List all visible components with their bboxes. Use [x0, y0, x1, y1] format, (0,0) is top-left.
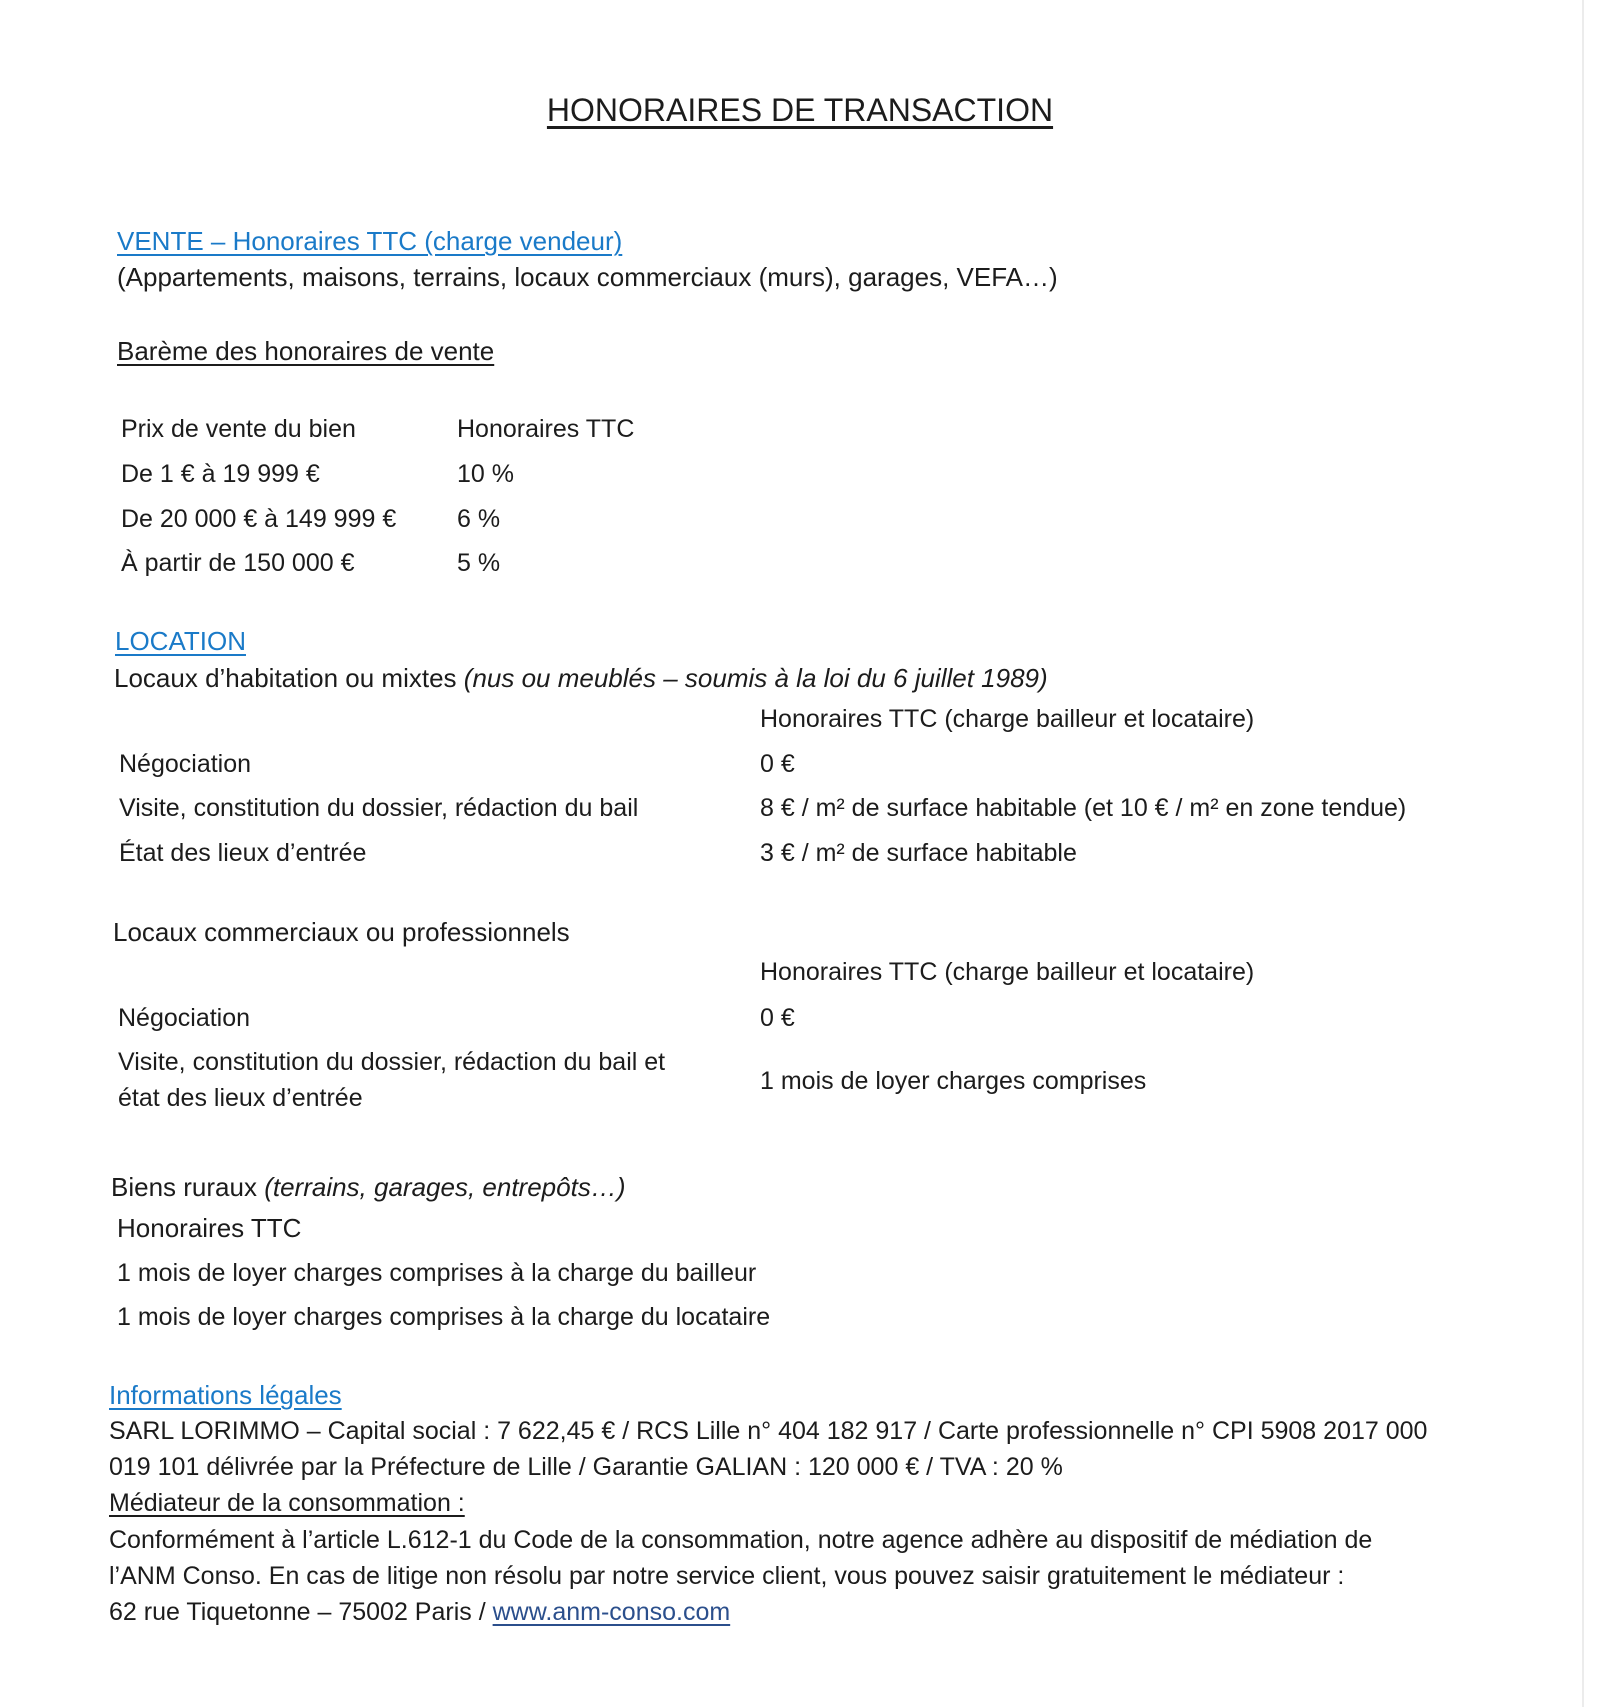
- habitation-note: (nus ou meublés – soumis à la loi du 6 juillet 1989): [463, 663, 1048, 693]
- bareme-row-fee: 5 %: [457, 549, 501, 577]
- ruraux-title-line: [111, 1172, 625, 1203]
- mediation-line: l’ANM Conso. En cas de litige non résolu par notre service client, vous pouvez saisir gratuitement le médiateur :: [109, 1562, 1345, 1590]
- bareme-row-price: De 1 € à 19 999 €: [121, 460, 320, 488]
- legal-line: SARL LORIMMO – Capital social : 7 622,45 € / RCS Lille n° 404 182 917 / Carte professionnelle n° CPI 5908 2017 000: [109, 1417, 1428, 1445]
- ruraux-header: Honoraires TTC: [117, 1213, 302, 1243]
- vente-subtitle: (Appartements, maisons, terrains, locaux commerciaux (murs), garages, VEFA…): [117, 262, 1058, 292]
- ruraux-line: 1 mois de loyer charges comprises à la charge du bailleur: [117, 1259, 757, 1287]
- habitation-title-line: [114, 663, 1048, 694]
- page-title: HONORAIRES DE TRANSACTION: [546, 92, 1054, 128]
- legal-line: 019 101 délivrée par la Préfecture de Lille / Garantie GALIAN : 120 000 € / TVA : 20 %: [109, 1453, 1063, 1481]
- bareme-row-price: De 20 000 € à 149 999 €: [121, 505, 397, 533]
- vente-heading: VENTE – Honoraires TTC (charge vendeur): [117, 226, 623, 256]
- bareme-header-price: Prix de vente du bien: [121, 415, 356, 443]
- commerciaux-row-value: 1 mois de loyer charges comprises: [760, 1067, 1147, 1095]
- habitation-column-header: Honoraires TTC (charge bailleur et locataire): [760, 705, 1255, 733]
- commerciaux-row-value: 0 €: [760, 1004, 795, 1032]
- commerciaux-row-label: Visite, constitution du dossier, rédaction du bail et: [118, 1048, 666, 1076]
- commerciaux-title: Locaux commerciaux ou professionnels: [113, 917, 570, 947]
- page-edge: [1582, 0, 1584, 1707]
- location-heading: LOCATION: [115, 626, 246, 656]
- mediator-address: 62 rue Tiquetonne – 75002 Paris /: [109, 1598, 493, 1626]
- bareme-heading: Barème des honoraires de vente: [117, 336, 495, 366]
- habitation-title: Locaux d’habitation ou mixtes: [114, 663, 457, 693]
- commerciaux-column-header: Honoraires TTC (charge bailleur et locataire): [760, 958, 1255, 986]
- habitation-row-value: 3 € / m² de surface habitable: [760, 839, 1077, 867]
- bareme-row-fee: 10 %: [457, 460, 514, 488]
- commerciaux-row-label: état des lieux d’entrée: [118, 1084, 363, 1112]
- anm-conso-link[interactable]: www.anm-conso.com: [492, 1598, 731, 1626]
- ruraux-note: (terrains, garages, entrepôts…): [264, 1172, 626, 1202]
- bareme-row-fee: 6 %: [457, 505, 501, 533]
- habitation-row-label: Négociation: [119, 750, 252, 778]
- mediation-line: Conformément à l’article L.612-1 du Code de la consommation, notre agence adhère au dispositif de médiation de: [109, 1526, 1373, 1554]
- habitation-row-value: 0 €: [760, 750, 795, 778]
- mediator-address-line: [109, 1598, 730, 1627]
- habitation-row-label: Visite, constitution du dossier, rédaction du bail: [119, 794, 639, 822]
- commerciaux-row-label: Négociation: [118, 1004, 251, 1032]
- ruraux-title: Biens ruraux: [111, 1172, 257, 1202]
- bareme-header-fees: Honoraires TTC: [457, 415, 635, 443]
- habitation-row-value: 8 € / m² de surface habitable (et 10 € / m² en zone tendue): [760, 794, 1407, 822]
- habitation-row-label: État des lieux d’entrée: [119, 839, 367, 867]
- mediateur-heading: Médiateur de la consommation :: [109, 1489, 465, 1517]
- bareme-row-price: À partir de 150 000 €: [121, 549, 355, 577]
- legal-heading: Informations légales: [109, 1380, 342, 1410]
- ruraux-line: 1 mois de loyer charges comprises à la charge du locataire: [117, 1303, 771, 1331]
